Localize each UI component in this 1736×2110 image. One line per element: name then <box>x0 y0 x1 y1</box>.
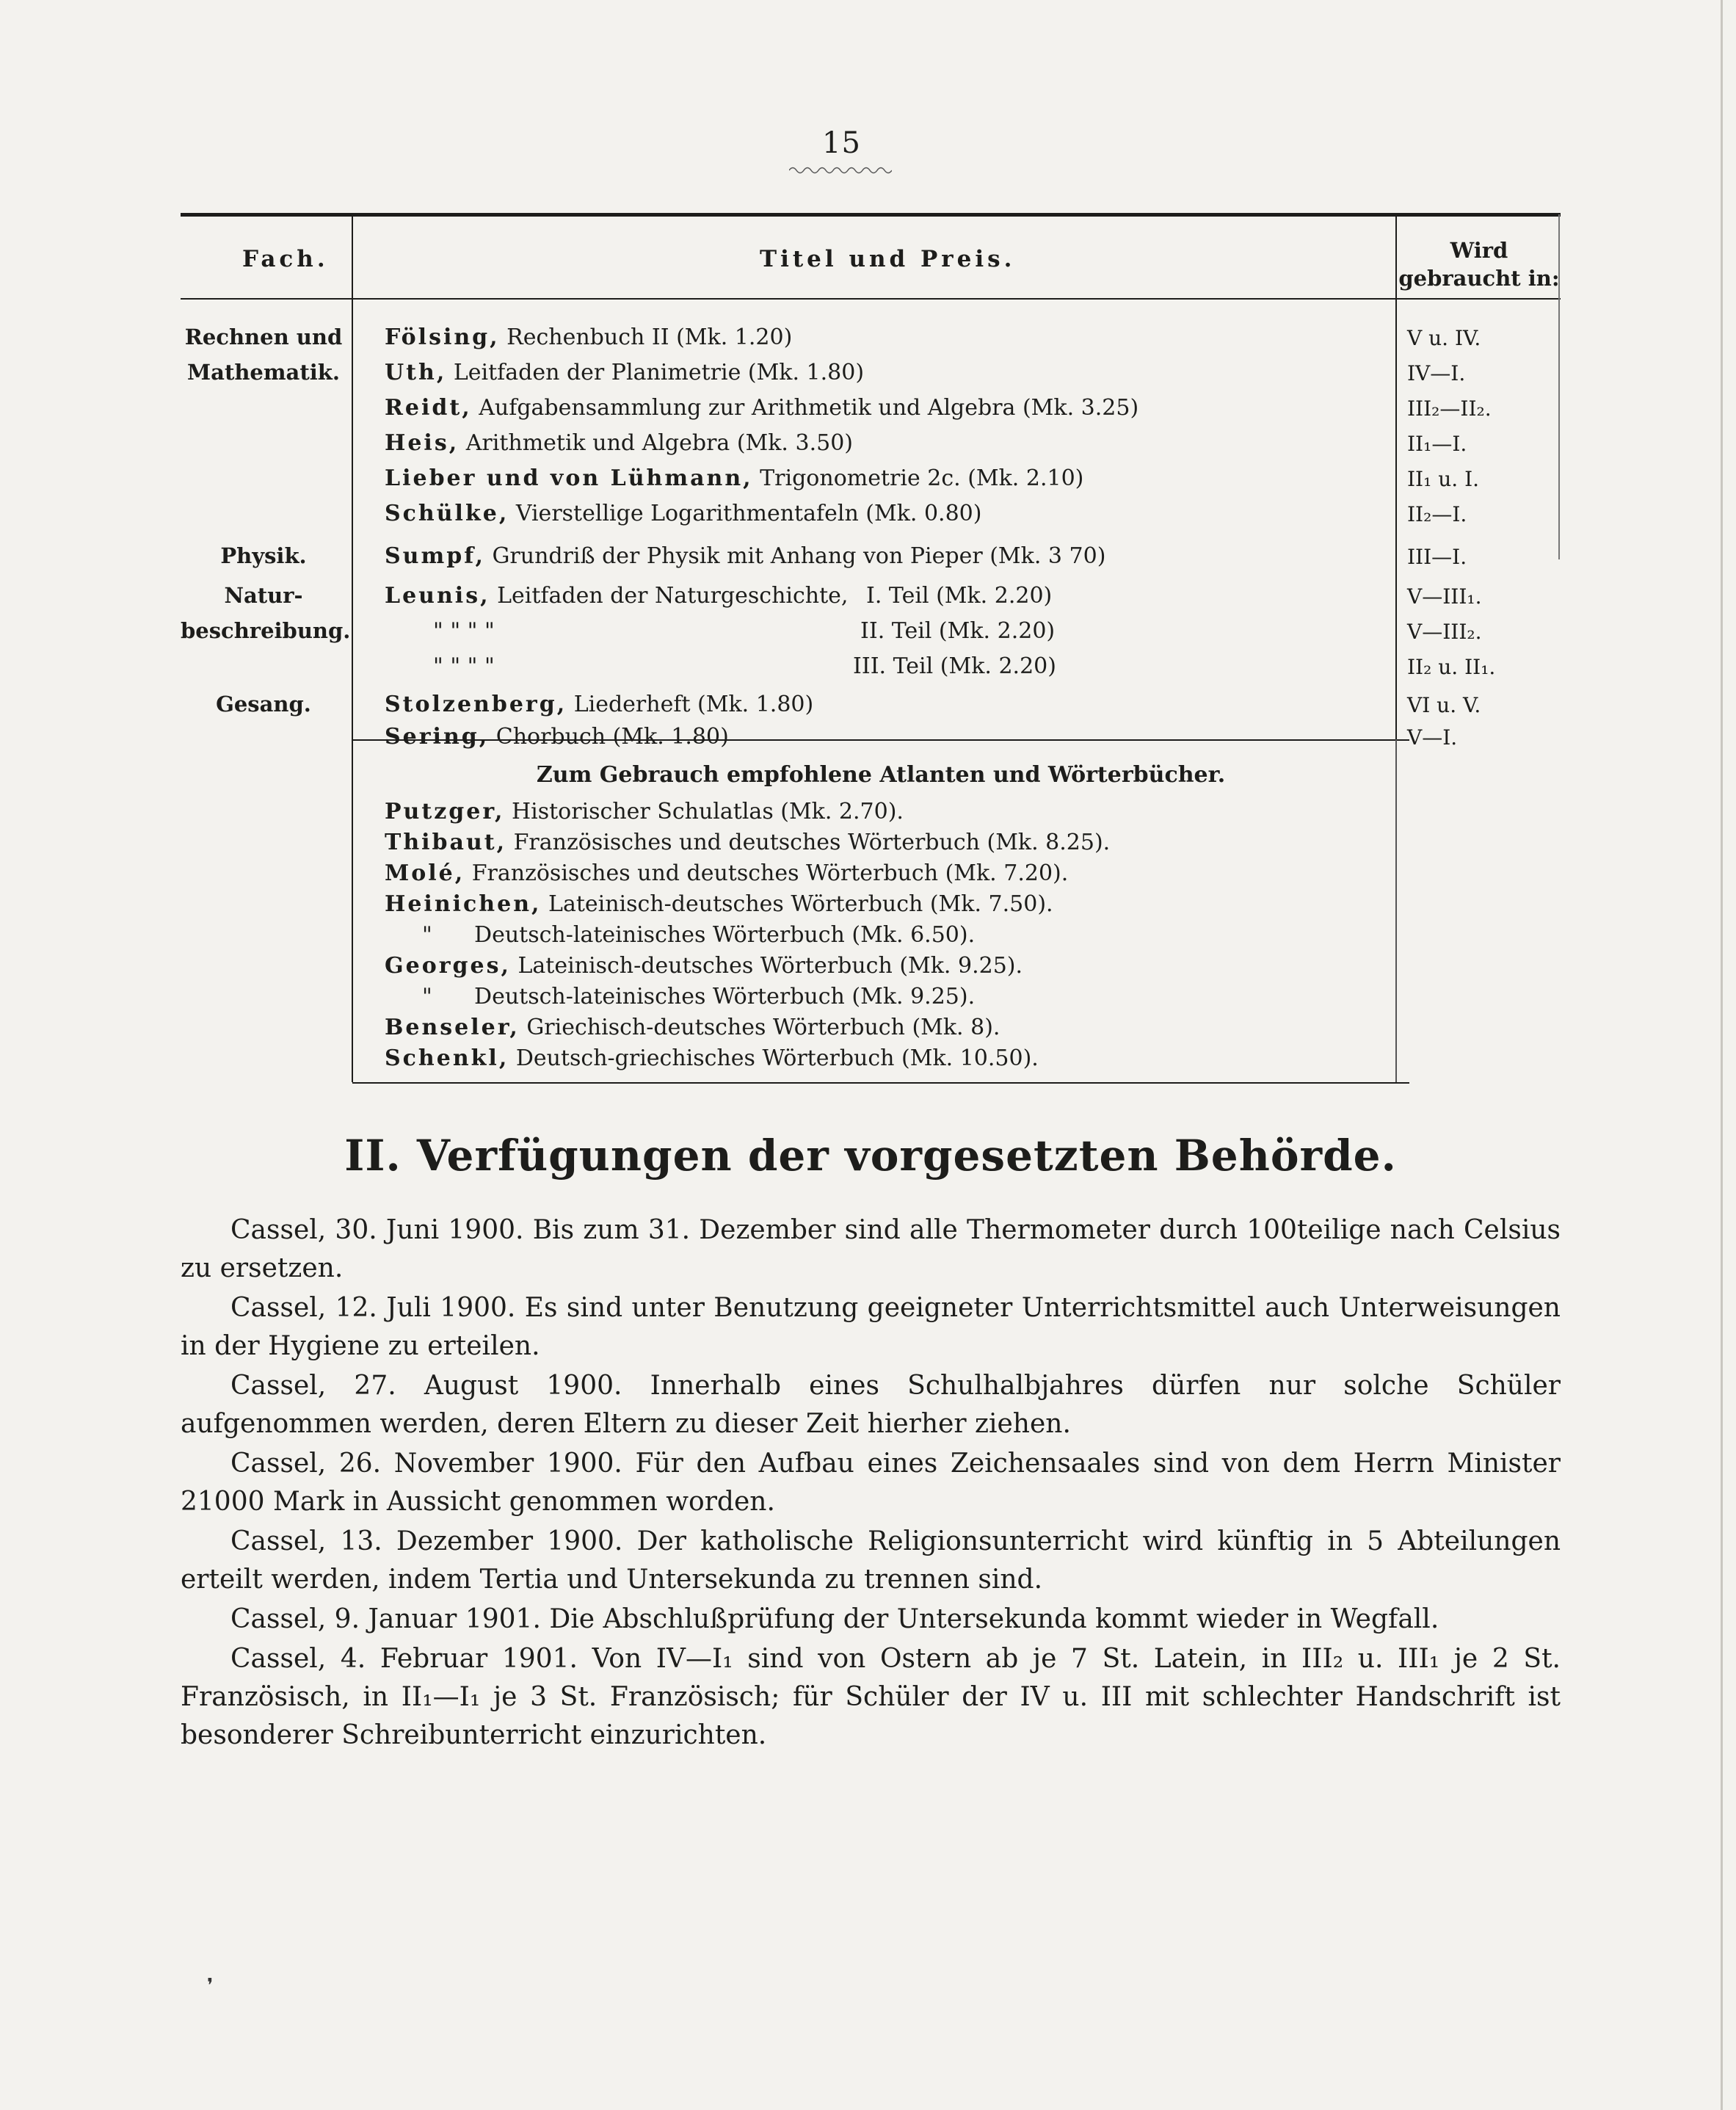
class-range: III₂—II₂. <box>1407 396 1492 421</box>
table-row <box>0 392 1736 427</box>
list-item: Heinichen, Lateinisch-deutsches Wörterbuch (Mk. 7.50). <box>385 891 1053 917</box>
list-item: Thibaut, Französisches und deutsches Wörterbuch (Mk. 8.25). <box>385 830 1111 855</box>
table-header-rule <box>181 298 1561 300</box>
decree-paragraph: Cassel, 30. Juni 1900. Bis zum 31. Dezember sind alle Thermometer durch 100teilige nach Celsius zu ersetzen. <box>181 1215 1561 1283</box>
table-row <box>0 615 1736 650</box>
list-item: Georges, Lateinisch-deutsches Wörterbuch (Mk. 9.25). <box>385 953 1023 979</box>
table-row <box>0 721 1736 756</box>
wavy-ornament-icon <box>789 165 892 175</box>
decree-paragraph: Cassel, 9. Januar 1901. Die Abschlußprüfung der Untersekunda kommt wieder in Wegfall. <box>181 1600 1561 1639</box>
table-bottom-rule <box>352 1082 1409 1084</box>
class-range: V—III₂. <box>1407 620 1482 644</box>
decree-paragraph: Cassel, 13. Dezember 1900. Der katholische Religionsunterricht wird künftig in 5 Abteilungen erteilt werden, indem Tertia und Untersekunda zu trennen sind. <box>181 1526 1561 1595</box>
subject-label: Rechnen und <box>184 325 343 349</box>
book-title: Lieber und von Lühmann, Trigonometrie 2c. (Mk. 2.10) <box>385 465 1084 491</box>
table-top-rule <box>181 213 1561 217</box>
book-part: I. Teil (Mk. 2.20) <box>866 583 1053 609</box>
column-header-fach: Fach. <box>242 246 329 272</box>
decree-paragraph: Cassel, 4. Februar 1901. Von IV—I₁ sind von Ostern ab je 7 St. Latein, in III₂ u. III₁ je 2 St. Französisch, in II₁—I₁ je 3 St. Französisch; für Schüler der IV u. III mit schlechter Handschrift ist besonderer Schreibunterricht einzurichten. <box>181 1644 1561 1750</box>
column-divider <box>1395 739 1397 1082</box>
recommended-heading: Zum Gebrauch empfohlene Atlanten und Wörterbücher. <box>536 762 1226 788</box>
decree-date: Cassel, 26. November 1900. <box>230 1449 622 1479</box>
class-range: II₂—I. <box>1407 502 1467 526</box>
class-range: II₂ u. II₁. <box>1407 655 1496 679</box>
decree-date: Cassel, 9. Januar 1901. <box>230 1604 541 1634</box>
subject-label: beschreibung. <box>181 618 351 643</box>
book-title: Sumpf, Grundriß der Physik mit Anhang von Pieper (Mk. 3 70) <box>385 543 1106 569</box>
subject-label: Natur- <box>224 583 303 608</box>
page-edge-shadow <box>1721 0 1723 2110</box>
class-range: IV—I. <box>1407 361 1466 385</box>
column-header-titel: Titel und Preis. <box>760 246 1016 272</box>
subject-label: Gesang. <box>216 692 311 717</box>
table-row <box>0 580 1736 615</box>
table-row <box>0 650 1736 686</box>
book-title: Uth, Leitfaden der Planimetrie (Mk. 1.80) <box>385 360 865 385</box>
book-title: Schülke, Vierstellige Logarithmentafeln (Mk. 0.80) <box>385 501 982 526</box>
class-range: V u. IV. <box>1407 326 1481 350</box>
ink-speck-icon: ❜ <box>207 1975 214 1997</box>
list-item: Putzger, Historischer Schulatlas (Mk. 2.70). <box>385 799 904 824</box>
book-title: Heis, Arithmetik und Algebra (Mk. 3.50) <box>385 430 854 456</box>
class-range: II₁—I. <box>1407 432 1467 456</box>
subject-label: Physik. <box>220 543 307 568</box>
decree-date: Cassel, 30. Juni 1900. <box>230 1215 524 1245</box>
decree-paragraph: Cassel, 27. August 1900. Innerhalb eines Schulhalbjahres dürfen nur solche Schüler aufgenommen werden, deren Eltern zu dieser Zeit hierher ziehen. <box>181 1371 1561 1439</box>
list-item: " Deutsch-lateinisches Wörterbuch (Mk. 6.50). <box>422 922 976 948</box>
book-part: III. Teil (Mk. 2.20) <box>853 653 1056 679</box>
table-row <box>0 463 1736 498</box>
table-row <box>0 427 1736 463</box>
book-title: Sering, Chorbuch (Mk. 1.80) <box>385 724 729 750</box>
decree-date: Cassel, 27. August 1900. <box>230 1371 622 1401</box>
table-row <box>0 322 1736 357</box>
list-item: Molé, Französisches und deutsches Wörterbuch (Mk. 7.20). <box>385 860 1069 886</box>
decree-date: Cassel, 12. Juli 1900. <box>230 1293 516 1323</box>
list-item: Schenkl, Deutsch-griechisches Wörterbuch (Mk. 10.50). <box>385 1045 1039 1071</box>
table-row <box>0 357 1736 392</box>
class-range: V—III₁. <box>1407 584 1482 609</box>
list-item: Benseler, Griechisch-deutsches Wörterbuch (Mk. 8). <box>385 1015 1000 1040</box>
decree-paragraph: Cassel, 12. Juli 1900. Es sind unter Benutzung geeigneter Unterrichtsmittel auch Unterweisungen in der Hygiene zu erteilen. <box>181 1293 1561 1361</box>
class-range: II₁ u. I. <box>1407 467 1480 491</box>
book-title: Stolzenberg, Liederheft (Mk. 1.80) <box>385 692 814 717</box>
decree-paragraph: Cassel, 26. November 1900. Für den Aufbau eines Zeichensaales sind von dem Herrn Minister 21000 Mark in Aussicht genommen worden. <box>181 1449 1561 1517</box>
book-title: Reidt, Aufgabensammlung zur Arithmetik und Algebra (Mk. 3.25) <box>385 395 1139 421</box>
decree-date: Cassel, 13. Dezember 1900. <box>230 1526 623 1556</box>
ditto-marks: " " " " <box>433 653 495 679</box>
list-item: " Deutsch-lateinisches Wörterbuch (Mk. 9.25). <box>422 984 976 1009</box>
section-title: II. Verfügungen der vorgesetzten Behörde. <box>344 1131 1397 1181</box>
page-number: 15 <box>822 126 861 160</box>
class-range: III—I. <box>1407 545 1467 569</box>
book-title: Leunis, Leitfaden der Naturgeschichte, <box>385 583 849 609</box>
column-header-wird: Wird gebraucht in: <box>1398 238 1560 291</box>
subject-label: Mathematik. <box>187 360 340 385</box>
class-range: V—I. <box>1407 725 1458 750</box>
book-title: Fölsing, Rechenbuch II (Mk. 1.20) <box>385 325 793 350</box>
ditto-marks: " " " " <box>433 618 495 644</box>
table-row <box>0 498 1736 533</box>
class-range: VI u. V. <box>1407 693 1481 717</box>
table-row <box>0 540 1736 576</box>
book-part: II. Teil (Mk. 2.20) <box>860 618 1056 644</box>
decree-date: Cassel, 4. Februar 1901. <box>230 1644 578 1674</box>
